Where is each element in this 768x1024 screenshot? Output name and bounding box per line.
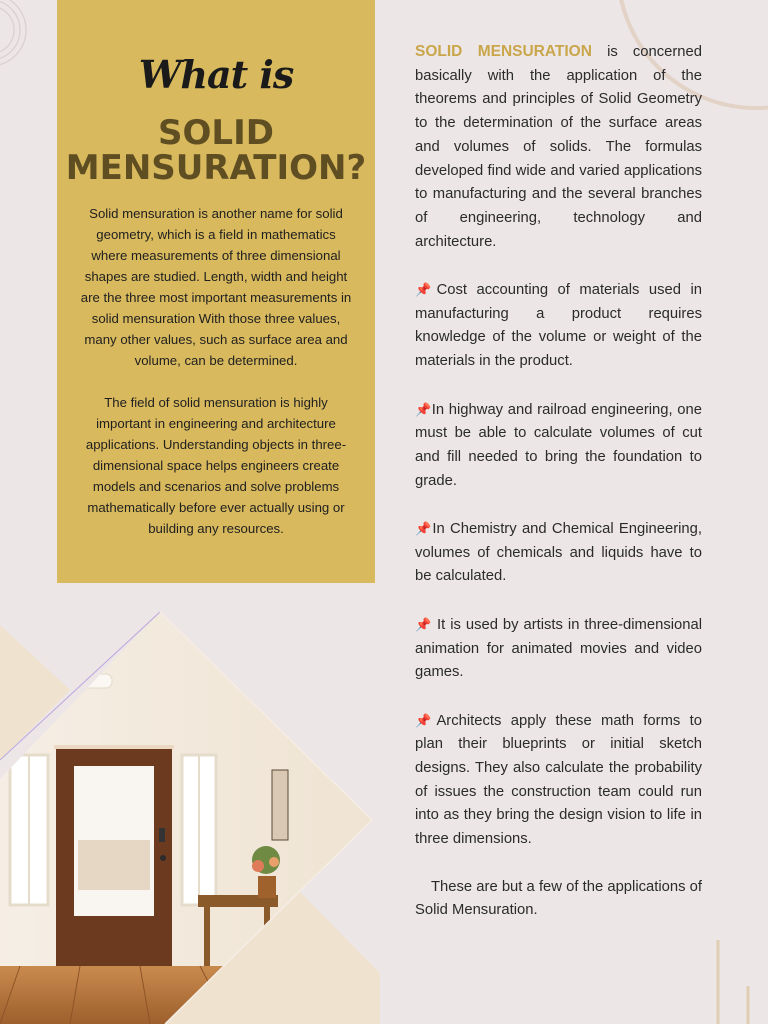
application-item — [415, 517, 702, 589]
highlight-term: SOLID MENSURATION — [415, 43, 592, 60]
intro-panel — [57, 0, 375, 583]
application-item — [415, 398, 702, 494]
application-text: Architects apply these math forms to plan their blueprints or initial sketch designs. They also calculate the probability of issues the construction team could run into as they bring the design vision to life in three dimensions. — [415, 712, 702, 848]
importance-paragraph: The field of solid mensuration is highly important in engineering and architecture applications. Understanding objects in three-dimensional space helps engineers create models and scenarios and solve problems mathematically before ever actually using or building any resources. — [85, 395, 347, 536]
decorative-vertical-lines — [716, 940, 756, 1024]
application-item — [415, 613, 702, 685]
intro-text: is concerned basically with the application of the theorems and principles of Solid Geometry to the determination of the surface areas and volumes of solids. The formulas developed find wide and varied applications to manufacturing and the several branches of engineering, technology and architecture. — [415, 44, 702, 250]
title-line-1: SOLID — [158, 113, 274, 153]
application-item — [415, 709, 702, 852]
doorway-photo — [0, 610, 380, 1024]
title-line-2: MENSURATION? — [65, 148, 367, 188]
application-item — [415, 278, 702, 374]
pushpin-icon: 📌 — [415, 712, 437, 728]
application-text: It is used by artists in three-dimensional animation for animated movies and video games. — [415, 616, 702, 681]
application-text: In Chemistry and Chemical Engineering, volumes of chemicals and liquids have to be calculated. — [415, 521, 703, 585]
what-is-heading: What is — [138, 52, 294, 97]
definition-paragraph: Solid mensuration is another name for solid geometry, which is a field in mathematics where measurements of three dimensional shapes are studied. Length, width and height are the three most important measurements in solid mensuration With those three values, many other values, such as surface area and volume, can be determined. — [80, 206, 352, 368]
definition-text — [79, 203, 353, 560]
conclusion-text: These are but a few of the applications of Solid Mensuration. — [415, 878, 702, 919]
application-text: In highway and railroad engineering, one must be able to calculate volumes of cut and fill needed to bring the foundation to grade. — [415, 401, 702, 489]
conclusion-paragraph — [415, 876, 702, 923]
applications-column — [415, 40, 702, 947]
application-text: Cost accounting of materials used in manufacturing a product requires knowledge of the volume or weight of the materials in the product. — [415, 282, 702, 370]
pushpin-icon: 📌 — [415, 282, 437, 298]
page-title — [57, 113, 375, 188]
intro-paragraph — [415, 40, 702, 254]
pushpin-icon: 📌 — [415, 616, 433, 632]
pushpin-icon: 📌 — [415, 521, 433, 537]
pushpin-icon: 📌 — [415, 401, 432, 417]
decorative-rings-top-left — [0, 0, 30, 80]
